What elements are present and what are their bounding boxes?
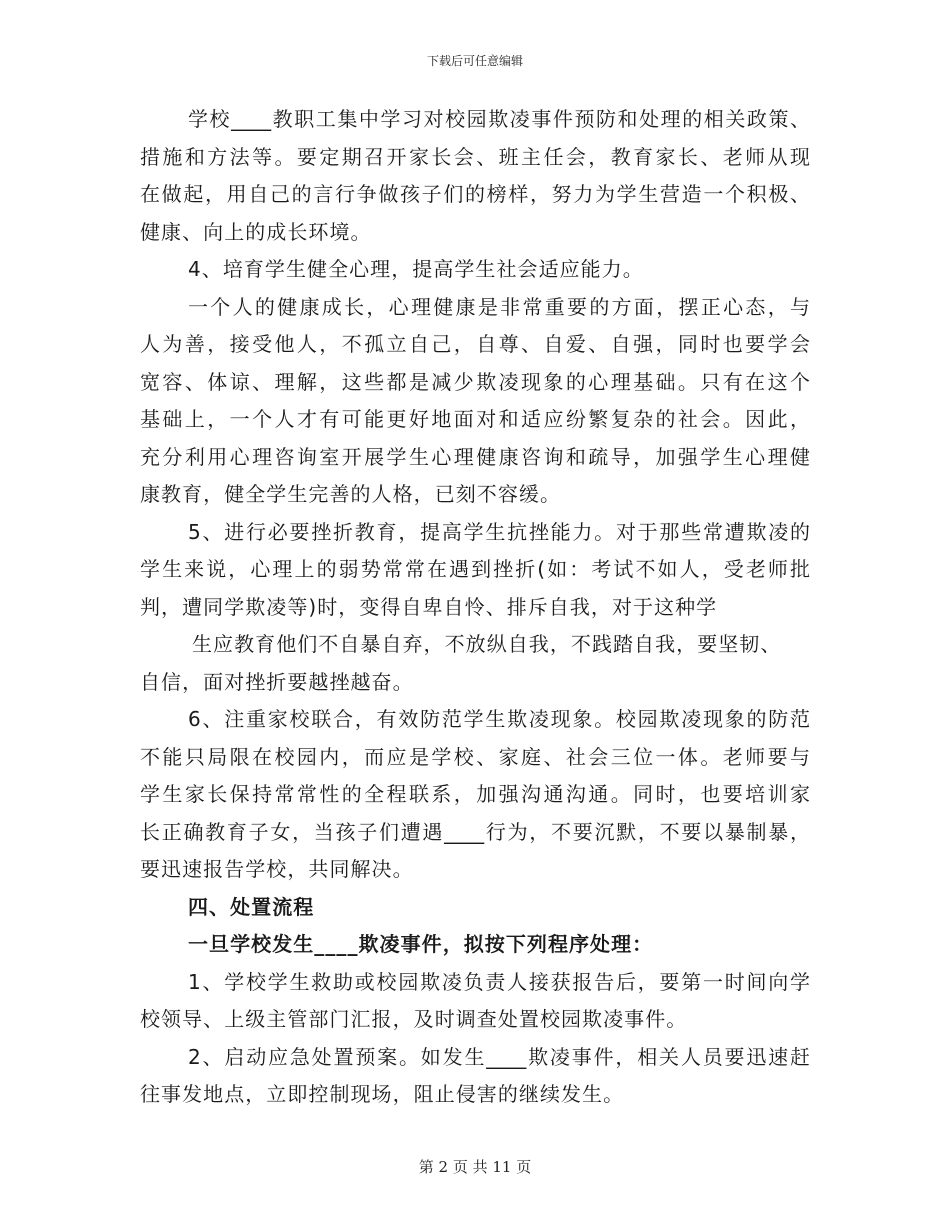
text-line: 在做起，用自己的言行争做孩子们的榜样，努力为学生营造一个积极、: [140, 182, 810, 206]
section-title: 四、处置流程: [188, 894, 315, 919]
section-heading: 4、培育学生健全心理，提高学生社会适应能力。: [188, 257, 644, 281]
text-line: 基础上，一个人才有可能更好地面对和适应纷繁复杂的社会。因此，: [140, 407, 810, 431]
text-line: 2、启动应急处置预案。如发生____欺凌事件，相关人员要迅速赶: [188, 1044, 810, 1069]
text-line: 宽容、体谅、理解，这些都是减少欺凌现象的心理基础。只有在这个: [140, 369, 810, 394]
page-footer: 第 2 页 共 11 页: [418, 1158, 532, 1176]
text-line: 长正确教育子女，当孩子们遭遇____行为，不要沉默，不要以暴制暴，: [140, 819, 810, 844]
text-line: 不能只局限在校园内，而应是学校、家庭、社会三位一体。老师要与: [140, 744, 810, 769]
text-line: 人为善，接受他人，不孤立自己，自尊、自爱、自强，同时也要学会: [140, 332, 810, 356]
section-heading: 5、进行必要挫折教育，提高学生抗挫能力。对于那些常遭欺凌的: [188, 519, 810, 544]
text-line: 学校____教职工集中学习对校园欺凌事件预防和处理的相关政策、: [188, 107, 810, 131]
text-line: 措施和方法等。要定期召开家长会、班主任会，教育家长、老师从现: [140, 144, 810, 169]
text-line: 要迅速报告学校，共同解决。: [140, 857, 414, 881]
text-line: 康教育，健全学生完善的人格，已刻不容缓。: [140, 482, 561, 506]
text-line: 生应教育他们不自暴自弃，不放纵自我，不践踏自我，要坚韧、: [192, 632, 782, 656]
text-line: 学生家长保持常常性的全程联系，加强沟通沟通。同时，也要培训家: [140, 782, 810, 806]
text-line: 1、学校学生救助或校园欺凌负责人接获报告后，要第一时间向学: [188, 969, 810, 994]
bold-text-line: 一旦学校发生____欺凌事件，拟按下列程序处理：: [188, 932, 654, 956]
text-line: 健康、向上的成长环境。: [140, 219, 372, 244]
text-line: 一个人的健康成长，心理健康是非常重要的方面，摆正心态，与: [188, 294, 810, 319]
text-line: 学生来说，心理上的弱势常常在遇到挫折(如：考试不如人，受老师批: [140, 557, 810, 581]
document-body: [140, 101, 810, 1114]
text-line: 自信，面对挫折要越挫越奋。: [140, 669, 414, 694]
text-line: 往事发地点，立即控制现场，阻止侵害的继续发生。: [140, 1082, 625, 1106]
text-line: 校领导、上级主管部门汇报，及时调查处置校园欺凌事件。: [140, 1007, 688, 1031]
section-heading: 6、注重家校联合，有效防范学生欺凌现象。校园欺凌现象的防范: [188, 707, 810, 731]
page-header: 下载后可任意编辑: [426, 54, 523, 68]
text-line: 判，遭同学欺凌等)时，变得自卑自怜、排斥自我，对于这种学: [140, 594, 718, 619]
text-line: 充分利用心理咨询室开展学生心理健康咨询和疏导，加强学生心理健: [140, 444, 810, 469]
